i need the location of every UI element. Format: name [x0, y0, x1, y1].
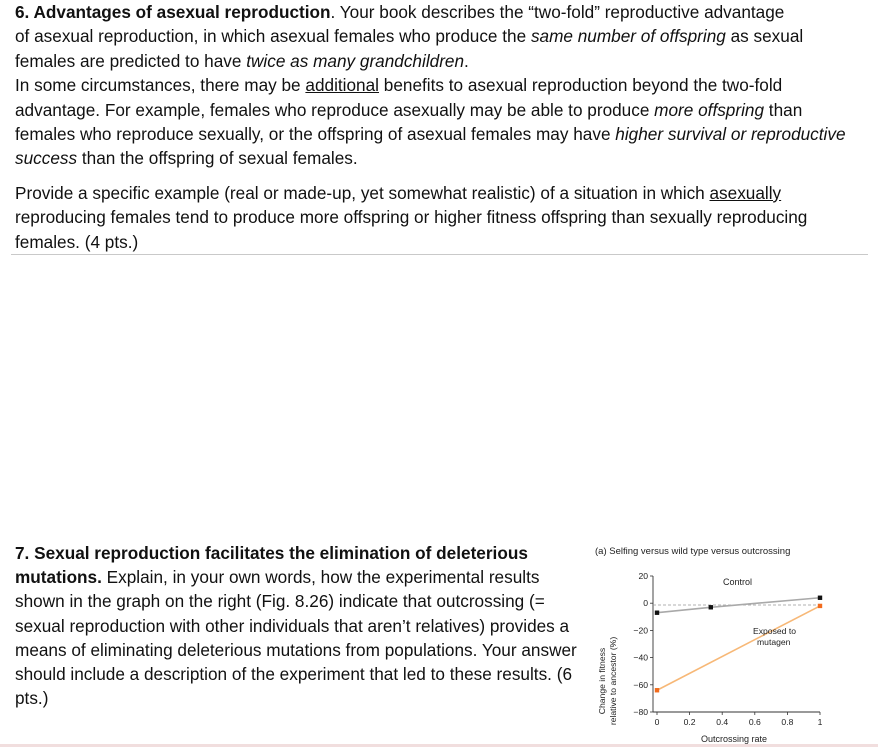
x-tick-label: 0.4	[716, 717, 729, 727]
question-6-emphasis: higher survival or reproductive success	[15, 124, 846, 169]
x-tick-label: 0	[654, 717, 660, 727]
y-tick-label: 0	[643, 598, 648, 609]
question-6-underlined: asexually	[709, 182, 782, 203]
question-6-intro	[15, 0, 865, 73]
question-6-text: .	[464, 50, 469, 71]
control-series-label: Control	[723, 577, 753, 587]
question-6-text: than the offspring of sexual females.	[77, 148, 358, 169]
question-6-emphasis: twice as many grandchildren	[246, 50, 465, 71]
axis-ticks	[633, 571, 822, 727]
question-6-text: In some circumstances, there may be	[15, 75, 306, 96]
question-6-text: Provide a specific example (real or made-up, yet somewhat realistic) of a situation in which	[15, 182, 710, 203]
question-6-title: 6. Advantages of asexual reproduction	[15, 2, 331, 22]
x-tick-label: 0.6	[748, 717, 761, 727]
chart-series	[655, 596, 822, 693]
y-tick-label: −20	[633, 625, 648, 636]
question-6-paragraph-2	[15, 73, 865, 171]
figure-8-26	[595, 540, 865, 745]
x-tick-label: 0.8	[781, 717, 794, 727]
mutagen-series-label-line-2: mutagen	[757, 637, 791, 647]
question-6-text: benefits to asexual reproduction beyond the two-fold advantage. For example, females who reproduce asexually may be able to produce	[15, 75, 783, 120]
question-6-text: as sexual	[725, 26, 804, 47]
question-6-emphasis: more offspring	[654, 99, 765, 120]
question-7-title: 7. Sexual reproduction facilitates the elimination of deleterious mutations.	[15, 543, 528, 588]
question-6	[15, 0, 865, 254]
y-axis-label-line-1: Change in fitness	[597, 647, 607, 715]
y-tick-label: −80	[633, 707, 648, 717]
mutagen-data-point	[655, 688, 659, 692]
mutagen-data-point	[818, 604, 822, 608]
control-data-point	[818, 596, 822, 600]
x-tick-label: 1	[817, 717, 823, 727]
question-7	[15, 541, 580, 710]
mutagen-series-label-line-1: Exposed to	[753, 626, 796, 636]
section-divider	[11, 254, 868, 255]
control-data-point	[655, 611, 659, 615]
question-6-emphasis: same number of offspring	[530, 26, 726, 47]
question-6-text: reproducing females tend to produce more offspring or higher fitness offspring than sexually reproducing females. (4 pts.)	[15, 207, 808, 252]
question-6-prompt	[15, 181, 865, 254]
question-6-text: of asexual reproduction, in which asexual females who produce the	[15, 26, 531, 47]
chart-panel-title: (a) Selfing versus wild type versus outcrossing	[595, 546, 791, 557]
x-tick-label: 0.2	[683, 717, 696, 727]
question-6-text: than females who reproduce sexually, or the offspring of asexual females may have	[15, 99, 803, 145]
mutagen-series-line	[657, 606, 820, 690]
question-6-underlined: additional	[305, 75, 379, 96]
question-6-text: . Your book describes the “two-fold” reproductive advantage	[330, 2, 785, 22]
y-tick-label: 20	[638, 571, 648, 581]
x-axis-label: Outcrossing rate	[700, 734, 768, 744]
y-axis-label-line-2: relative to ancestor (%)	[608, 636, 618, 726]
control-data-point	[709, 605, 713, 609]
y-tick-label: −60	[633, 679, 648, 690]
y-tick-label: −40	[633, 652, 648, 663]
question-7-body: Explain, in your own words, how the experimental results shown in the graph on the right (Fig. 8.26) indicate that outcrossing (= sexual reproduction with other individuals that aren’t relatives) provides a means of eliminating deleterious mutations from populations. Your answer should include a description of the experiment that led to these results. (6 pts.)	[15, 567, 577, 709]
question-6-text: females are predicted to have	[15, 50, 247, 71]
fitness-chart	[595, 540, 865, 745]
